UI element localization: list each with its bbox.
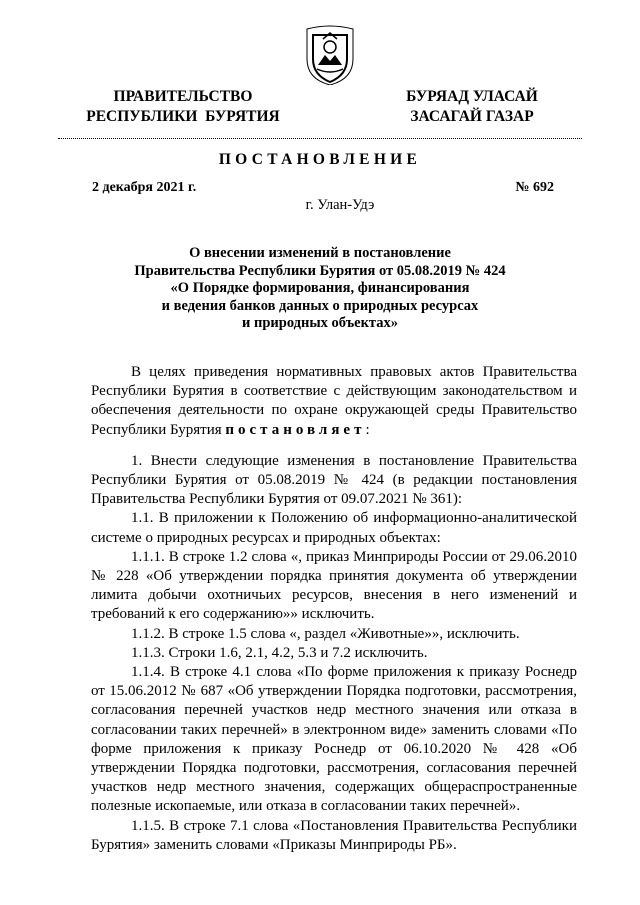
header-divider — [58, 138, 582, 139]
preamble-colon: : — [365, 421, 370, 438]
subject-line: и ведения банков данных о природных ресурсах — [161, 297, 479, 314]
body-paragraph: 1.1.4. В строке 4.1 слова «По форме приложения к приказу Роснедр от 15.06.2012 № 687 «Об утверждении Порядка подготовки, рассмотрения, согласования перечней участков недр местного значения или отказа в согласовании таких перечней» в электронном виде» заменить словами «По форме приложения к приказу Роснедр от 06.10.2020 № 428 «Об утверждении Порядка подготовки, рассмотрения, согласования перечней участков недр местного значения, содержащих общераспространенные полезные ископаемые, или отказа в согласовании таких перечней». — [91, 664, 577, 815]
body-paragraph: 1. Внести следующие изменения в постановление Правительства Республики Бурятия от 05.08.2019 № 424 (в редакции постановления Правительства Республики Бурятия от 09.07.2021 № 361): — [91, 452, 577, 508]
preamble-paragraph — [91, 363, 577, 440]
document-subject — [100, 245, 540, 333]
subject-line: Правительства Республики Бурятия от 05.08.2019 № 424 — [134, 262, 506, 279]
preamble-text: В целях приведения нормативных правовых актов Правительства Республики Бурятия в соответствие с действующим законодательством и обеспечения деятельности по охране окружающей среды Правительство Республики Бурятия — [91, 364, 577, 438]
document-type-title: ПОСТАНОВЛЕНИЕ — [218, 151, 422, 168]
coat-of-arms-icon — [303, 25, 357, 85]
document-city: г. Улан-Удэ — [305, 197, 375, 213]
document-body — [91, 363, 577, 855]
body-paragraph: 1.1.2. В строке 1.5 слова «, раздел «Животные»», исключить. — [131, 625, 520, 642]
body-paragraph: 1.1.5. В строке 7.1 слова «Постановления Правительства Республики Бурятия» заменить словами «Приказы Минприроды РБ». — [91, 817, 577, 853]
body-paragraph: 1.1.1. В строке 1.2 слова «, приказ Минприроды России от 29.06.2010 № 228 «Об утверждении порядка принятия документа об утверждении лимита добычи охотничьих ресурсов, внесения в него изменений и требований к его содержанию»» исключить. — [91, 548, 577, 623]
preamble-decree-word: постановляет — [225, 421, 366, 438]
subject-line: «О Порядке формирования, финансирования — [170, 280, 470, 296]
government-name-ru-line1: ПРАВИТЕЛЬСТВО — [113, 88, 253, 105]
body-paragraph: 1.1.3. Строки 1.6, 2.1, 4.2, 5.3 и 7.2 исключить. — [131, 644, 428, 661]
body-paragraph: 1.1. В приложении к Положению об информационно-аналитической системе о природных ресурсах и природных объектах: — [91, 510, 577, 546]
document-date: 2 декабря 2021 г. — [92, 180, 197, 195]
government-name-bua — [392, 87, 552, 127]
subject-line: и природных объектах» — [242, 315, 398, 331]
government-name-ru — [78, 87, 288, 127]
government-name-ru-line2: РЕСПУБЛИКИ БУРЯТИЯ — [86, 108, 280, 125]
government-name-bua-line2: ЗАСАГАЙ ГАЗАР — [410, 108, 534, 125]
subject-line: О внесении изменений в постановление — [189, 245, 451, 261]
government-name-bua-line1: БУРЯАД УЛАСАЙ — [406, 88, 538, 105]
document-number: № 692 — [515, 180, 554, 195]
